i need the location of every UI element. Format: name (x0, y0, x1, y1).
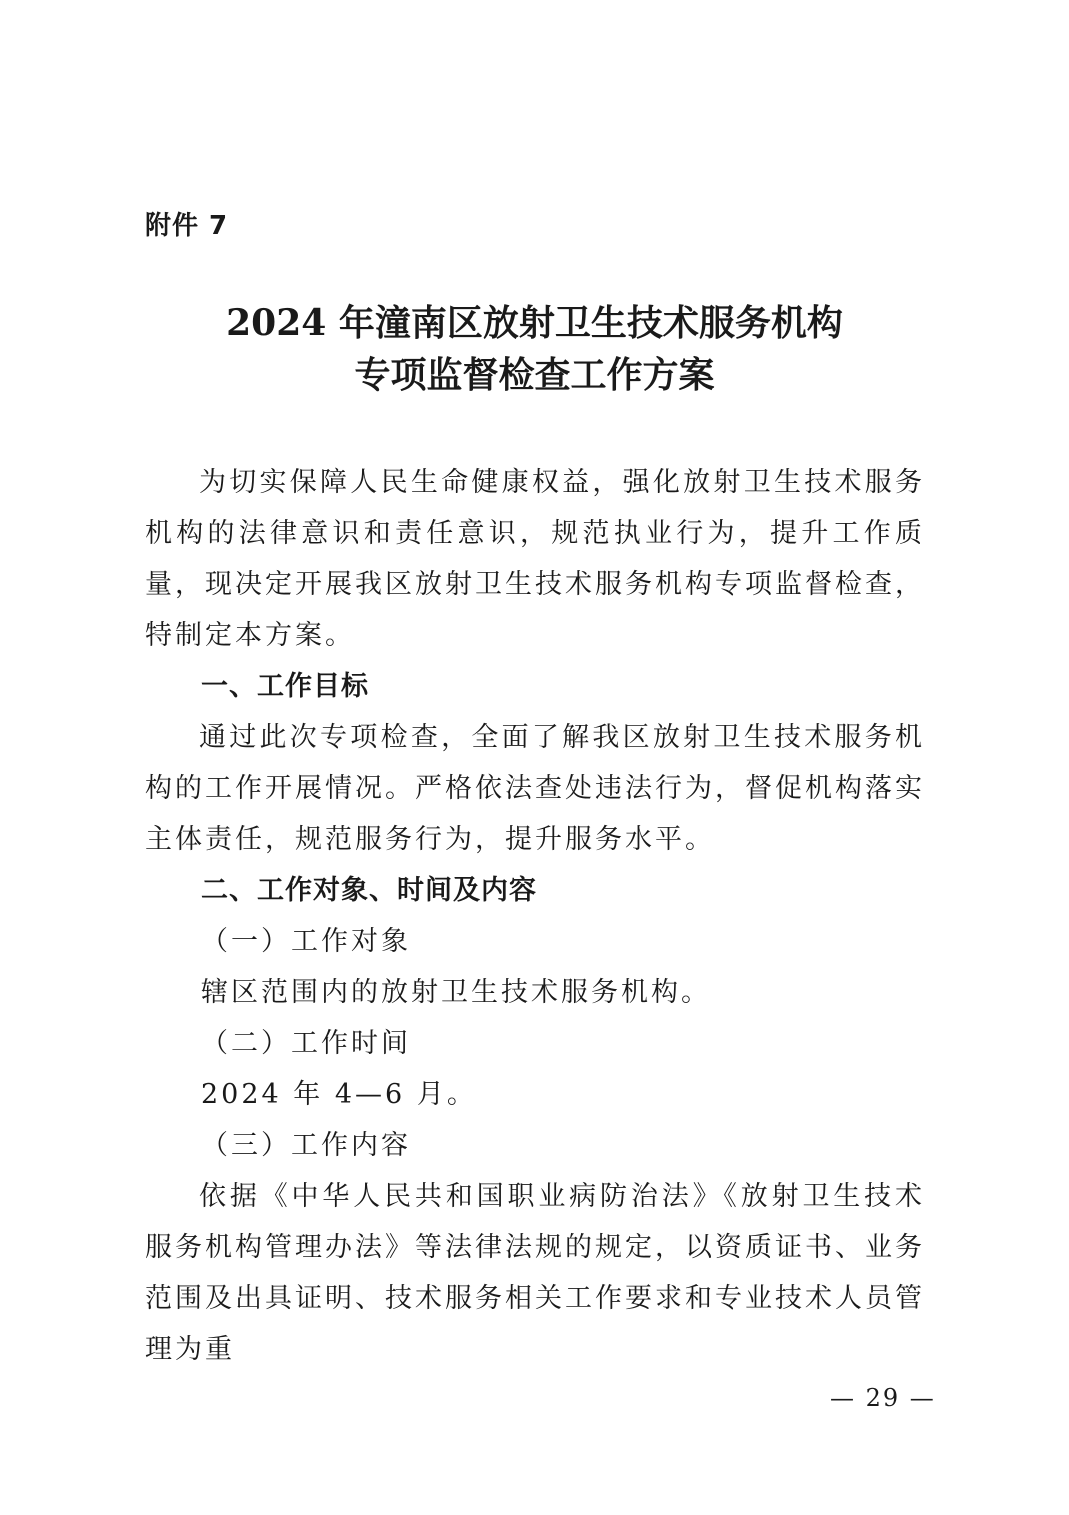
page-number: — 29 — (830, 1384, 936, 1412)
document-body (145, 457, 925, 1375)
subsection2-text: 2024 年 4—6 月。 (201, 1079, 477, 1110)
subsection2-heading: （二）工作时间 (201, 1028, 411, 1059)
section1-heading: 一、工作目标 (201, 671, 369, 702)
section1-paragraph: 通过此次专项检查，全面了解我区放射卫生技术服务机构的工作开展情况。严格依法查处违法行为，督促机构落实主体责任，规范服务行为，提升服务水平。 (145, 722, 925, 855)
intro-paragraph: 为切实保障人民生命健康权益，强化放射卫生技术服务机构的法律意识和责任意识，规范执业行为，提升工作质量，现决定开展我区放射卫生技术服务机构专项监督检查，特制定本方案。 (145, 467, 925, 651)
attachment-label: 附件 7 (145, 211, 229, 241)
subsection3-paragraph: 依据《中华人民共和国职业病防治法》《放射卫生技术服务机构管理办法》等法律法规的规定，以资质证书、业务范围及出具证明、技术服务相关工作要求和专业技术人员管理为重 (145, 1181, 925, 1365)
subsection1-heading: （一）工作对象 (201, 926, 411, 957)
document-title-line1: 2024 年潼南区放射卫生技术服务机构 (226, 302, 843, 344)
document-title-line2: 专项监督检查工作方案 (354, 354, 715, 396)
section2-heading: 二、工作对象、时间及内容 (201, 875, 537, 906)
subsection3-heading: （三）工作内容 (201, 1130, 411, 1161)
subsection1-text: 辖区范围内的放射卫生技术服务机构。 (201, 977, 711, 1008)
